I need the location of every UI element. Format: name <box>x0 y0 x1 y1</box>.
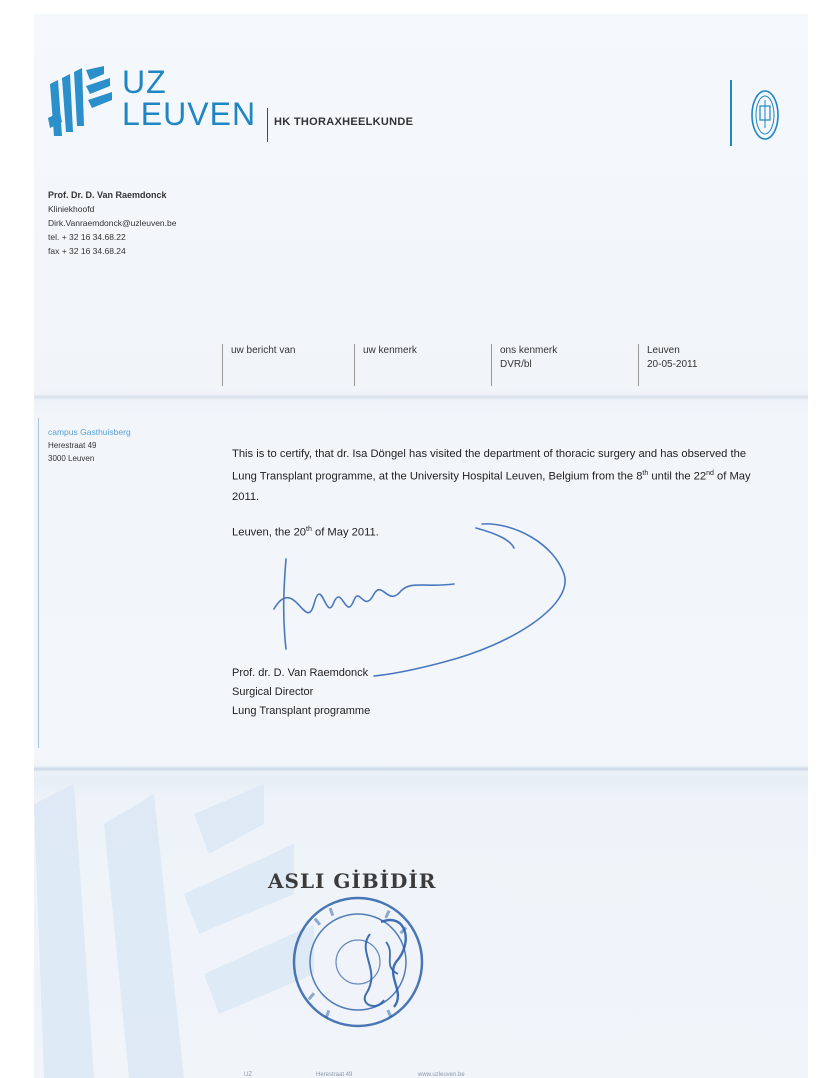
logo-text-leuven: LEUVEN <box>122 96 257 132</box>
body-text-part: This is to certify, that dr. Isa Döngel has visited the department of thoracic surgery and has observed the Lung Transplant programme, at the University Hospital Leuven, Belgium from the 8 <box>232 448 747 483</box>
body-text-part: until the 22 <box>648 470 707 483</box>
sender-email: Dirk.Vanraemdonck@uzleuven.be <box>48 218 177 228</box>
letter-body <box>232 444 772 507</box>
reference-label: uw bericht van <box>231 345 296 356</box>
ordinal-suffix: th <box>306 526 312 533</box>
sender-role: Kliniekhoofd <box>48 204 95 214</box>
sender-fax: fax + 32 16 34.68.24 <box>48 246 126 256</box>
logo-text-uz: UZ <box>122 64 167 100</box>
reference-value: DVR/bl <box>500 359 532 370</box>
reference-place-date <box>638 344 697 386</box>
seal-divider <box>730 80 732 146</box>
signatory-name: Prof. dr. D. Van Raemdonck <box>232 667 369 679</box>
date-text-part: of May 2011. <box>311 526 379 539</box>
reference-your-message <box>222 344 295 386</box>
campus-title: campus Gasthuisberg <box>48 427 131 437</box>
campus-street: Herestraat 49 <box>48 441 97 450</box>
signatory-title: Surgical Director <box>232 686 314 698</box>
header-divider <box>267 108 268 142</box>
reference-label: Leuven <box>647 345 680 356</box>
sender-block <box>48 188 176 258</box>
letter-page <box>34 14 808 1078</box>
department-name: HK THORAXHEELKUNDE <box>274 116 414 128</box>
date-text-part: Leuven, the 20 <box>232 526 307 539</box>
uz-leuven-logo-icon <box>48 66 114 140</box>
signatory-programme: Lung Transplant programme <box>232 705 371 717</box>
reference-value: 20-05-2011 <box>647 359 698 370</box>
signatory-block <box>232 664 370 721</box>
ordinal-suffix: th <box>642 470 649 477</box>
reference-label: ons kenmerk <box>500 345 558 356</box>
footer-item: www.uzleuven.be <box>418 1072 465 1078</box>
paper-fold-line <box>34 394 808 400</box>
reference-your-ref <box>354 344 417 386</box>
campus-address <box>48 426 131 465</box>
certified-copy-stamp: ASLI GİBİDİR <box>268 869 437 893</box>
footer-item: Herestraat 49 <box>316 1072 353 1078</box>
margin-rule <box>38 418 39 748</box>
handwritten-signature <box>214 514 594 684</box>
university-seal-icon <box>750 88 780 142</box>
campus-city: 3000 Leuven <box>48 454 95 463</box>
footer-item: UZ <box>244 1072 252 1078</box>
paper-fold-line <box>34 766 808 772</box>
reference-label: uw kenmerk <box>363 345 417 356</box>
sender-name: Prof. Dr. D. Van Raemdonck <box>48 190 167 200</box>
sender-tel: tel. + 32 16 34.68.22 <box>48 232 126 242</box>
reference-our-ref <box>491 344 557 386</box>
official-seal-stamp <box>286 882 446 1032</box>
ordinal-suffix: nd <box>706 470 714 477</box>
body-text-part: of May 2011. <box>232 470 751 503</box>
